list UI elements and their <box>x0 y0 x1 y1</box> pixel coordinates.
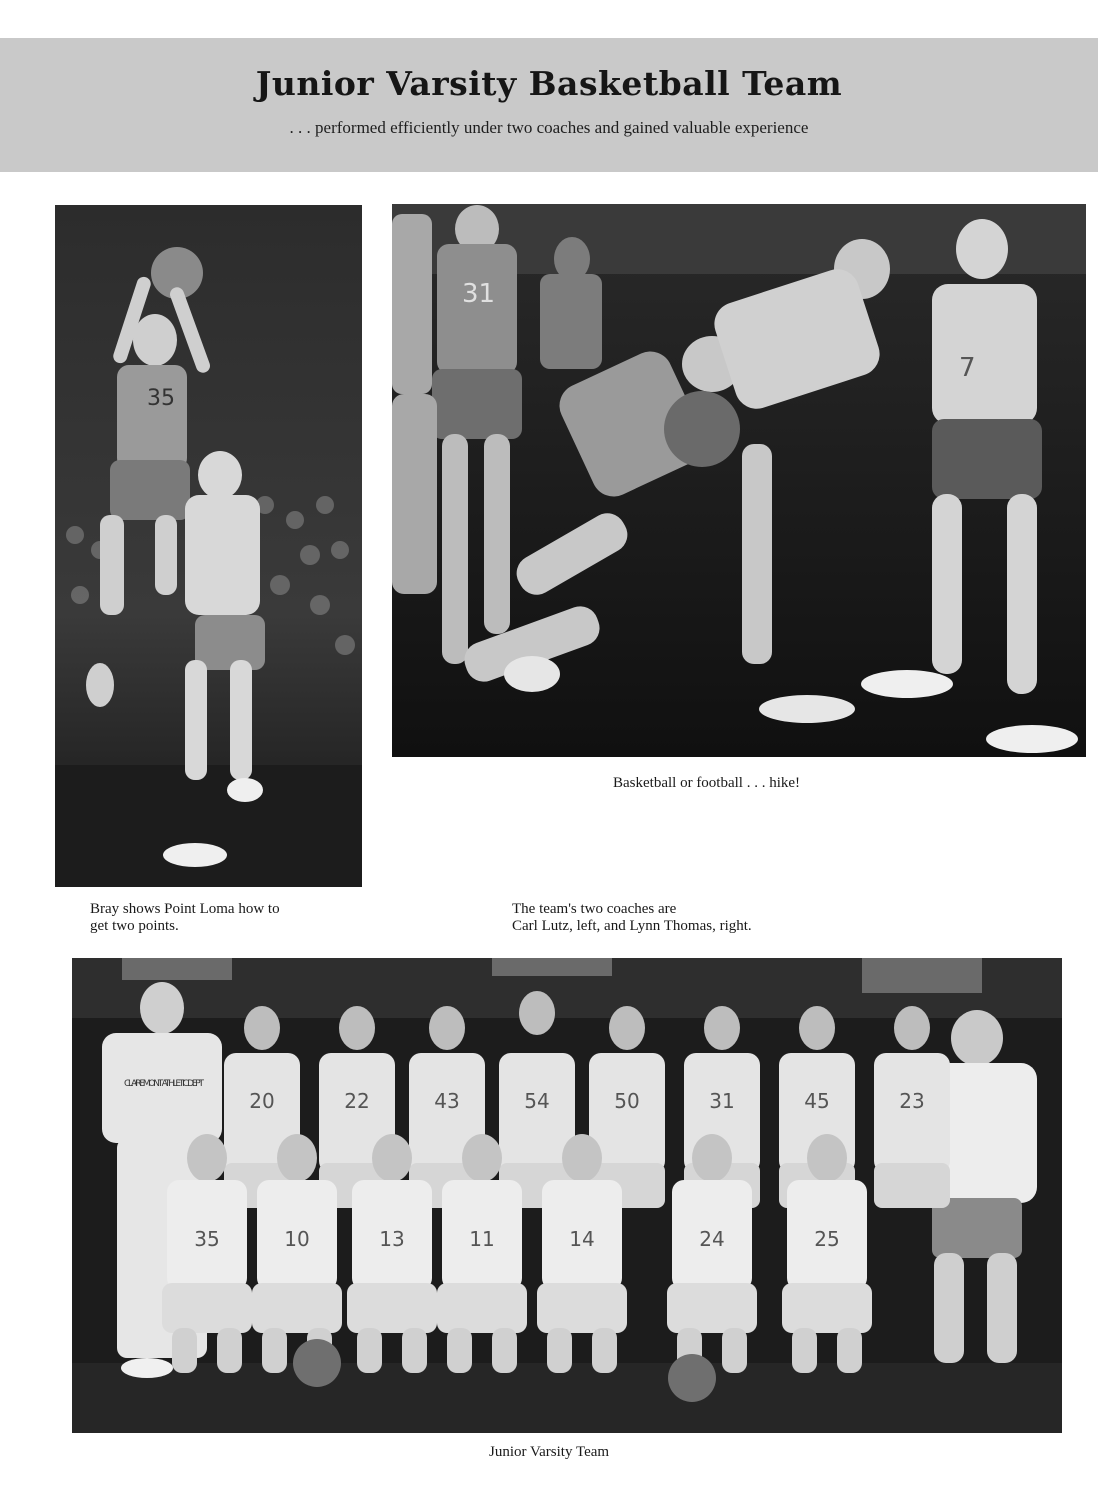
caption-bray: Bray shows Point Loma how to get two points. <box>90 901 280 934</box>
jersey-number-23: 23 <box>899 1089 925 1113</box>
photo-team <box>72 958 1062 1433</box>
jersey-number-14: 14 <box>569 1227 595 1251</box>
jersey-number-35: 35 <box>147 386 175 411</box>
jersey-number-24: 24 <box>699 1227 725 1251</box>
photo-scramble-for-ball <box>392 204 1086 757</box>
photo-scramble-for-ball-art <box>392 204 1086 757</box>
caption-team: Junior Varsity Team <box>489 1444 610 1460</box>
header-band <box>0 38 1098 172</box>
page-title: Junior Varsity Basketball Team <box>255 64 843 103</box>
caption-scramble: Basketball or football . . . hike! <box>613 775 801 791</box>
jersey-number-54: 54 <box>524 1089 550 1113</box>
jersey-number-35: 35 <box>194 1227 220 1251</box>
coach-shirt-text: CLAIREMONT ATHLETIC DEPT <box>124 1079 204 1089</box>
jersey-number-50: 50 <box>614 1089 640 1113</box>
jersey-number-31: 31 <box>462 279 496 309</box>
photo-team-art <box>72 958 1062 1433</box>
caption-coaches: The team's two coaches are Carl Lutz, left, and Lynn Thomas, right. <box>512 901 752 934</box>
jersey-number-20: 20 <box>249 1089 275 1113</box>
jersey-number-31: 31 <box>709 1089 735 1113</box>
jersey-number-10: 10 <box>284 1227 310 1251</box>
page-subtitle: . . . performed efficiently under two coaches and gained valuable experience <box>289 118 809 137</box>
jersey-number-45: 45 <box>804 1089 830 1113</box>
jersey-number-43: 43 <box>434 1089 460 1113</box>
jersey-number-11: 11 <box>469 1227 495 1251</box>
photo-bray-shooting <box>55 205 362 887</box>
photo-bray-shooting-art <box>55 205 362 887</box>
jersey-number-22: 22 <box>344 1089 370 1113</box>
jersey-number-7: 7 <box>959 353 976 383</box>
jersey-number-25: 25 <box>814 1227 840 1251</box>
jersey-number-13: 13 <box>379 1227 405 1251</box>
